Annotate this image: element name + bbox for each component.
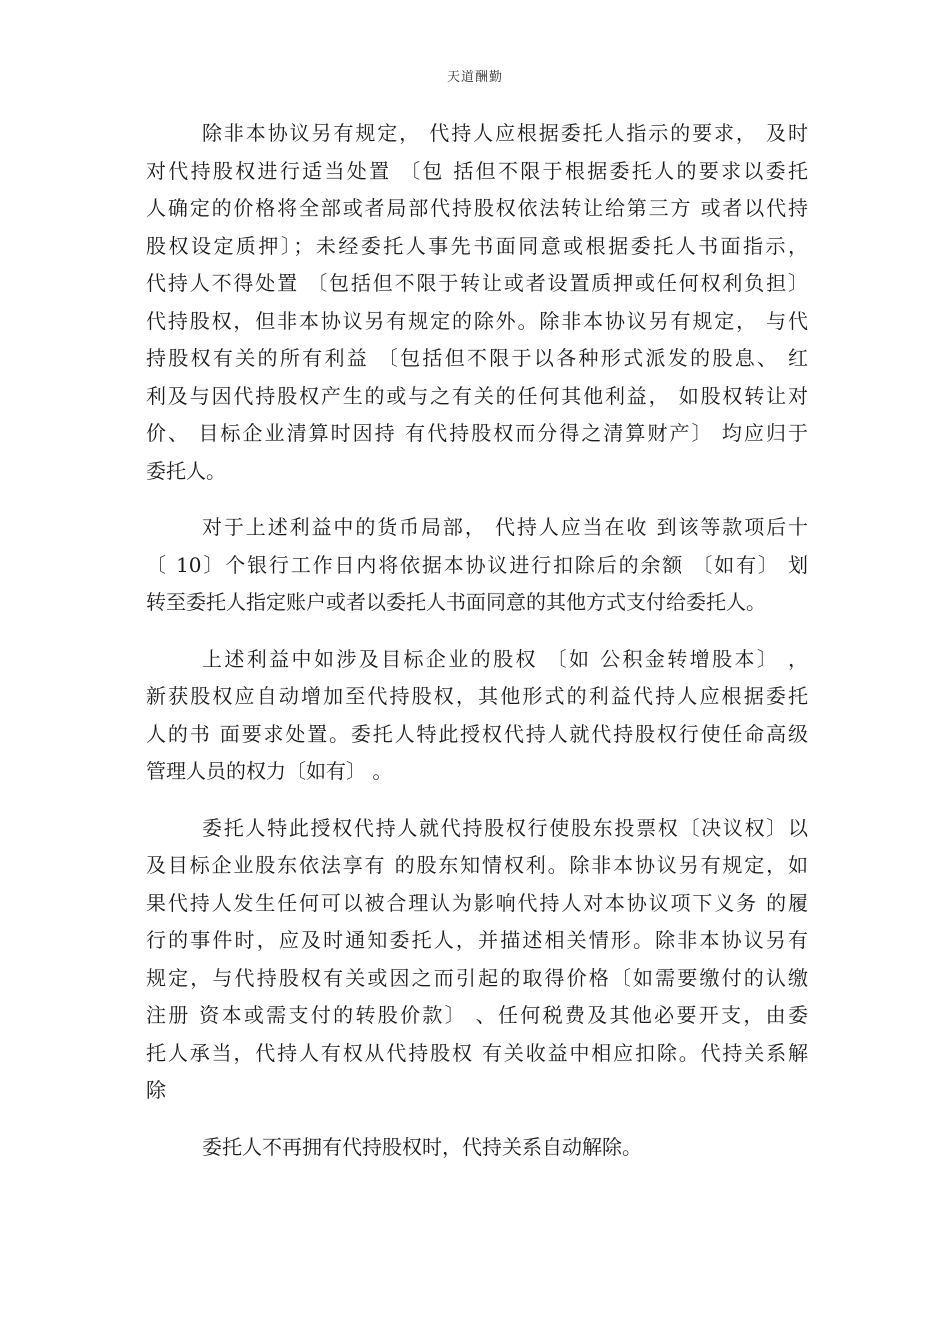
text-line: 管理人员的权力〔如有〕 。: [146, 759, 393, 783]
text-line: 委托人。: [146, 458, 226, 483]
text-line: 对于上述利益中的货币局部， 代持人应当在收 到该等款项后十: [202, 515, 808, 539]
text-line: 代持人不得处置 〔包括但不限于转让或者设置质押或任何权利负担〕: [146, 271, 808, 295]
text-line: 〔 10〕个银行工作日内将依据本协议进行扣除后的余额 〔如有〕 划: [146, 552, 808, 577]
text-line: 对代持股权进行适当处置 〔包 括但不限于根据委托人的要求以委托: [146, 158, 808, 183]
text-line: 委托人不再拥有代持股权时，代持关系自动解除。: [202, 1134, 642, 1159]
text-line: 委托人特此授权代持人就代持股权行使股东投票权〔决议权〕以: [202, 815, 808, 840]
text-line: 人确定的价格将全部或者局部代持股权依法转让给第三方 或者以代持: [146, 196, 808, 220]
text-line: 托人承当，代持人有权从代持股权 有关收益中相应扣除。代持关系解: [146, 1040, 808, 1065]
text-line: 规定，与代持股权有关或因之而引起的取得价格〔如需要缴付的认缴: [146, 965, 808, 990]
text-line: 及目标企业股东依法享有 的股东知情权利。除非本协议另有规定，如: [146, 853, 808, 877]
page-header: 天道酬勤: [446, 70, 503, 85]
text-line: 价、 目标企业清算时因持 有代持股权而分得之清算财产〕 均应归于: [146, 421, 808, 445]
paragraph-4: [146, 810, 808, 1110]
paragraph-3: [146, 641, 808, 791]
text-line: 注册 资本或需支付的转股价款〕 、任何税费及其他必要开支，由委: [146, 1003, 808, 1027]
text-line: 人的书 面要求处置。委托人特此授权代持人就代持股权行使任命高级: [146, 721, 808, 746]
text-line: 利及与因代持股权产生的或与之有关的任何其他利益， 如股权转让对: [146, 383, 808, 408]
text-line: 新获股权应自动增加至代持股权，其他形式的利益代持人应根据委托: [146, 684, 808, 708]
text-line: 上述利益中如涉及目标企业的股权 〔如 公积金转增股本〕 ，: [202, 646, 808, 671]
text-line: 果代持人发生任何可以被合理认为影响代持人对本协议项下义务 的履: [146, 890, 808, 915]
paragraph-1: [146, 115, 808, 490]
text-line: 股权设定质押〕；未经委托人事先书面同意或根据委托人书面指示，: [146, 233, 808, 258]
paragraph-5: [146, 1129, 808, 1167]
document-body: [146, 115, 808, 1185]
paragraph-2: [146, 509, 808, 622]
text-line: 行的事件时，应及时通知委托人，并描述相关情形。除非本协议另有: [146, 928, 808, 952]
text-line: 除非本协议另有规定， 代持人应根据委托人指示的要求， 及时: [202, 121, 808, 145]
text-line: 除: [146, 1078, 166, 1102]
text-line: 持股权有关的所有利益 〔包括但不限于以各种形式派发的股息、 红: [146, 346, 808, 370]
text-line: 转至委托人指定账户或者以委托人书面同意的其他方式支付给委托人。: [146, 590, 766, 614]
text-line: 代持股权，但非本协议另有规定的除外。除非本协议另有规定， 与代: [146, 308, 808, 333]
